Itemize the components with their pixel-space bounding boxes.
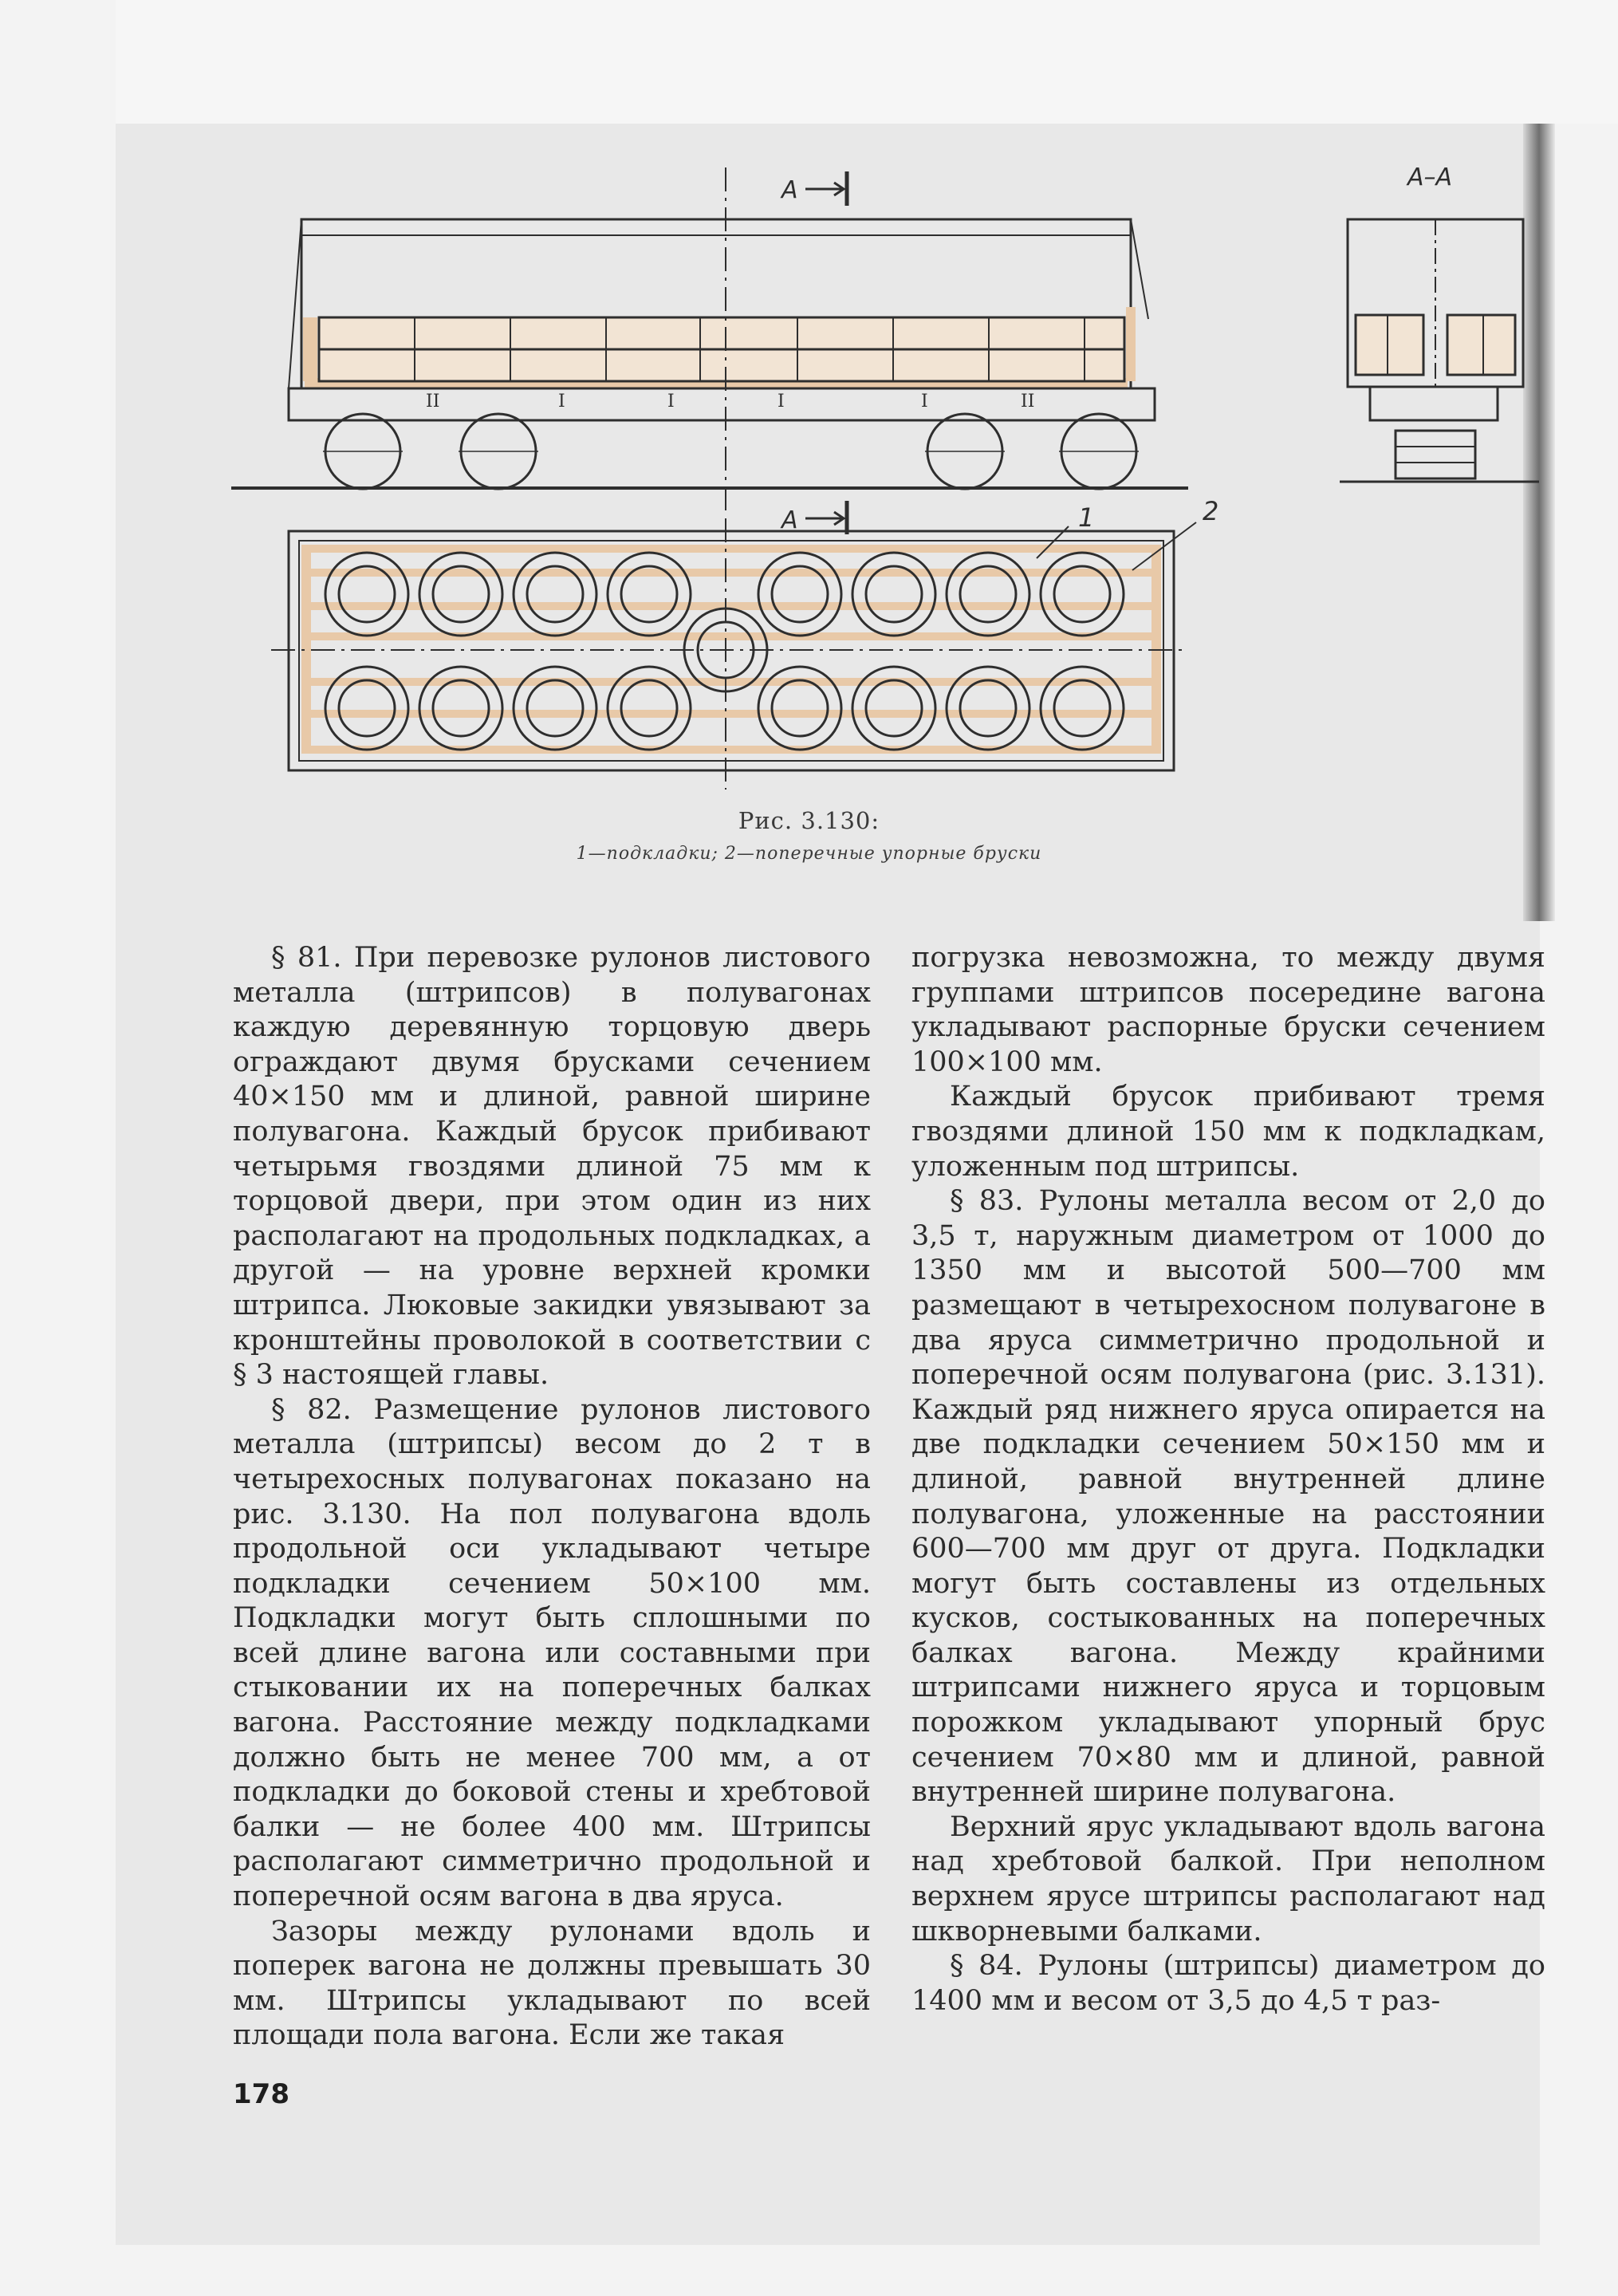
plan-view [271,518,1196,790]
paragraph: § 84. Рулоны (штрипсы) диаметром до 1400 мм и весом от 3,5 до 4,5 т раз- [911,1950,1545,2017]
section-mark-top: А [781,176,798,204]
figure-caption-legend: 1—подкладки; 2—поперечные упорные бруски [576,844,1042,864]
roman-label: I [778,392,785,412]
section-a-a-view [1340,219,1539,482]
paragraph: Каждый брусок прибивают тремя гвоздями длиной 150 мм к подкладкам, уложенным под штрипсы. [911,1081,1545,1183]
text-column-right [911,941,1545,2018]
figure-3-130 [0,0,1618,805]
coil-row-lower [319,349,1124,381]
paragraph: § 83. Рулоны металла весом от 2,0 до 3,5 т, наружным диаметром от 1000 до 1350 мм и высотой 500—700 мм размещают в четырехосном полувагоне в два яруса симметрично продольной и поперечной осям полувагона (рис. 3.131). Каждый ряд нижнего яруса опирается на две подкладки сечением 50×150 мм и длиной, равной внутренней длине полувагона, уложенные на расстоянии 600—700 мм друг от друга. Подкладки могут быть составлены из отдельных кусков, состыкованных на поперечных балках вагона. Между крайними штрипсами нижнего яруса и торцовым порожком укладывают упорный брус сечением 70×80 мм и длиной, равной внутренней ширине полувагона. [911,1185,1545,1809]
side-view [231,167,1188,510]
page-number: 178 [233,2078,289,2110]
paragraph: § 82. Размещение рулонов листового металла (штрипсы) весом до 2 т в четырехосных полувагонах показано на рис. 3.130. На пол полувагона вдоль продольной оси укладывают четыре подкладки сечением 50×100 мм. Подкладки могут быть сплошными по всей длине вагона или составными при стыковании их на поперечных балках вагона. Расстояние между подкладками должно быть не менее 700 мм, а от подкладки до боковой стены и хребтовой балки — не более 400 мм. Штрипсы располагают симметрично продольной и поперечной осям вагона в два яруса. [233,1393,871,1913]
coil-row-upper [319,317,1124,349]
section-view-label: А–А [1407,163,1453,191]
roman-label: I [667,392,675,412]
pointer-label-2: 2 [1203,496,1219,526]
roman-label: II [1021,392,1035,412]
paragraph: погрузка невозможна, то между двумя группами штрипсов посередине вагона укладывают распорные бруски сечением 100×100 мм. [911,942,1545,1078]
roman-label: I [558,392,565,412]
text-column-left [233,941,871,2054]
roman-label: II [426,392,440,412]
paragraph: § 81. При перевозке рулонов листового металла (штрипсов) в полувагонах каждую деревянную торцовую дверь ограждают двумя брусками сечением 40×150 мм и длиной, равной ширине полувагона. Каждый брусок прибивают четырьмя гвоздями длиной 75 мм к торцовой двери, при этом один из них располагают на продольных подкладках, а другой — на уровне верхней кромки штрипса. Люковые закидки увязывают за кронштейны проволокой в соответствии с § 3 настоящей главы. [233,942,871,1392]
paragraph: Зазоры между рулонами вдоль и поперек вагона не должны превышать 30 мм. Штрипсы укладывают по всей площади пола вагона. Если же такая [233,1915,871,2052]
figure-caption-title: Рис. 3.130: [738,807,880,834]
roman-label: I [921,392,928,412]
section-mark-bottom: А [781,506,798,534]
pointer-label-1: 1 [1078,502,1095,533]
wheels [323,414,1139,489]
paragraph: Верхний ярус укладывают вдоль вагона над хребтовой балкой. При неполном верхнем ярусе штрипсы располагают над шкворневыми балками. [911,1810,1545,1947]
